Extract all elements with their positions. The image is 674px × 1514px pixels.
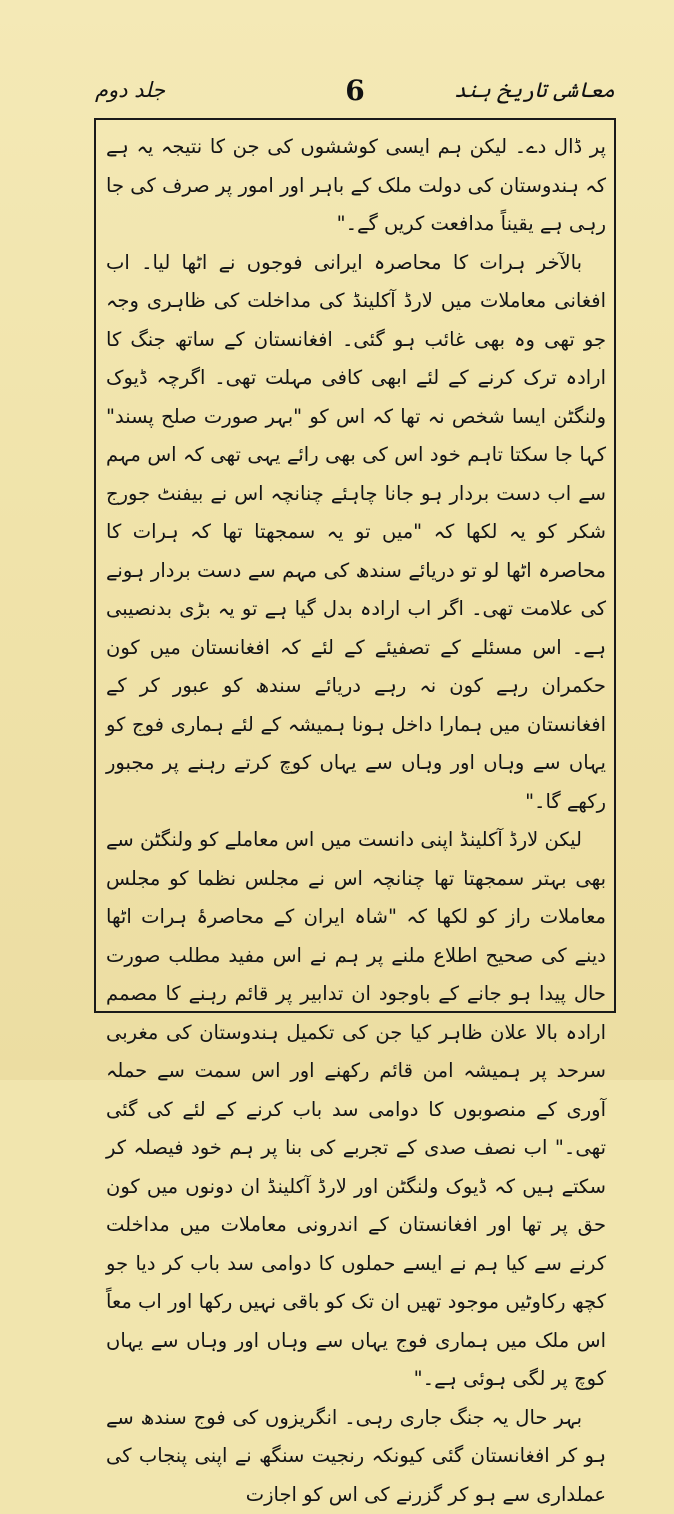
paragraph-4: بہر حال یہ جنگ جاری رہی۔ انگریزوں کی فوج سندھ سے ہو کر افغانستان گئی کیونکہ رنجیت سنگھ نے اپنی پنجاب کی عملداری سے ہو کر گزرنے کی اس کو اجازت (106, 1399, 606, 1514)
book-title: معاشی تاریخ ہند (454, 78, 615, 102)
paragraph-3: لیکن لارڈ آکلینڈ اپنی دانست میں اس معاملے کو ولنگٹن سے بھی بہتر سمجھتا تھا چنانچہ اس نے مجلس نظما کو مجلس معاملات راز کو لکھا کہ "شاہ ایران کے محاصرۂ ہرات اٹھا دینے کی صحیح اطلاع ملنے پر ہم نے اس مفید مطلب صورت حال پیدا ہو جانے کے باوجود ان تدابیر پر قائم رہنے کا مصمم ارادہ بالا علان ظاہر کیا جن کی تکمیل ہندوستان کی مغربی سرحد پر ہمیشہ امن قائم رکھنے اور اس سمت سے حملہ آوری کے منصوبوں کا دوامی سد باب کرنے کے لئے کی گئی تھی۔" اب نصف صدی کے تجربے کی بنا پر ہم خود فیصلہ کر سکتے ہیں کہ ڈیوک ولنگٹن اور لارڈ آکلینڈ ان دونوں میں کون حق پر تھا اور افغانستان کے اندرونی معاملات میں مداخلت کرنے سے کیا ہم نے ایسے حملوں کا دوامی سد باب کر دیا جو کچھ رکاوٹیں موجود تھیں ان تک کو باقی نہیں رکھا اور اب معاً اس ملک میں ہماری فوج یہاں سے وہاں اور وہاں سے یہاں کوچ پر لگی ہوئی ہے۔" (106, 821, 606, 1399)
paragraph-1: پر ڈال دے۔ لیکن ہم ایسی کوششوں کی جن کا نتیجہ یہ ہے کہ ہندوستان کی دولت ملک کے باہر اور امور پر صرف کی جا رہی ہے یقیناً مدافعت کریں گے۔" (106, 128, 606, 244)
paragraph-2: بالآخر ہرات کا محاصرہ ایرانی فوجوں نے اٹھا لیا۔ اب افغانی معاملات میں لارڈ آکلینڈ کی مداخلت کی ظاہری وجہ جو تھی وہ بھی غائب ہو گئی۔ افغانستان کے ساتھ جنگ کا ارادہ ترک کرنے کے لئے ابھی کافی مہلت تھی۔ اگرچہ ڈیوک ولنگٹن ایسا شخص نہ تھا کہ اس کو "بہر صورت صلح پسند" کہا جا سکتا تاہم خود اس کی بھی رائے یہی تھی کہ اس مہم سے اب دست بردار ہو جانا چاہئے چنانچہ اس نے بیفنٹ جورج شکر کو یہ لکھا کہ "میں تو یہ سمجھتا تھا کہ ہرات کا محاصرہ اٹھا لو تو دریائے سندھ کی مہم سے دست بردار ہونے کی علامت تھی۔ اگر اب ارادہ بدل گیا ہے تو یہ بڑی بدنصیبی ہے۔ اس مسئلے کے تصفیئے کے لئے کہ افغانستان میں کون حکمران رہے کون نہ رہے دریائے سندھ کو عبور کر کے افغانستان میں ہمارا داخل ہونا ہمیشہ کے لئے ہماری فوج کو یہاں سے وہاں اور وہاں سے یہاں کوچ کرتے رہنے پر مجبور رکھے گا۔" (106, 244, 606, 822)
page-body (106, 128, 606, 1514)
page-header (95, 78, 615, 118)
volume-label: جلد دوم (95, 78, 165, 102)
page-number: 6 (345, 74, 364, 107)
